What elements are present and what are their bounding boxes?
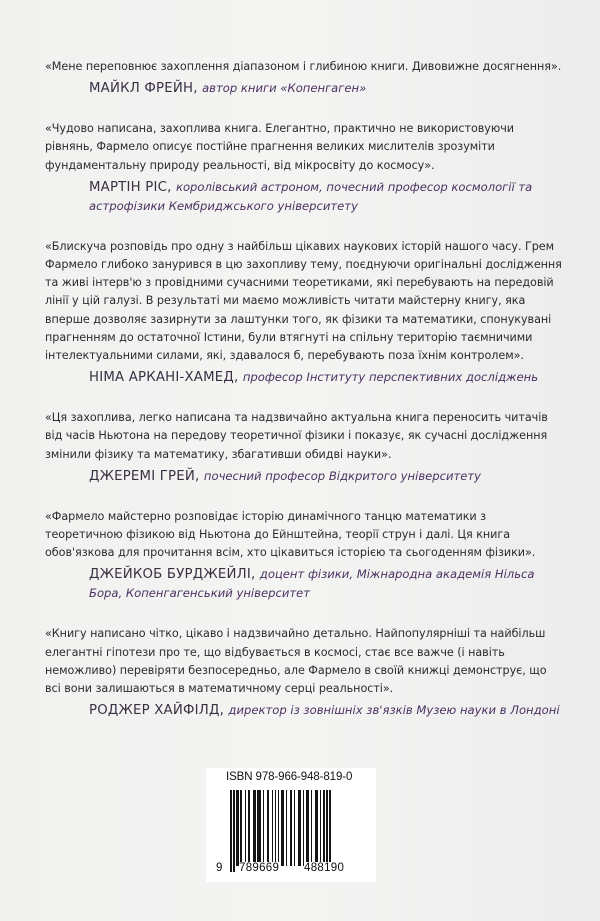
isbn-barcode: [206, 768, 376, 882]
review-highfield: [45, 625, 565, 720]
review-gray: [45, 409, 565, 486]
barcode-bars: [230, 790, 364, 872]
reviewer-name: ДЖЕРЕМІ ГРЕЙ: [89, 468, 196, 484]
reviewer-description: почесний професор Відкритого університету: [203, 468, 482, 483]
barcode-digit-first: 9: [216, 862, 223, 874]
barcode-guard-bar: [329, 790, 331, 872]
review-attribution: [89, 467, 565, 486]
review-attribution: [89, 565, 565, 603]
review-rees: [45, 120, 565, 216]
review-quote: «Фармело майстерно розповідає історію динамічного танцю математики з теоретичною фізикою від Ньютона до Ейнштейна, теорії струн і далі. Ця книга обов'язкова для прочитання всім, хто цікавиться історією та сьогоденням фізики».: [45, 509, 536, 560]
reviewer-description: професор Інституту перспективних досліджень: [242, 370, 539, 385]
review-quote: «Блискуча розповідь про одну з найбільш цікавих наукових історій нашого часу. Грем Фармело глибоко занурився в цю захопливу тему, поєднуючи оригінальні дослідження та живі інтерв'ю з провідними сучасними теоретиками, які перебувають на передовій лінії у цій галузі. В результаті ми маємо можливість читати майстерну книгу, яка вперше дозволяє зазирнути за лаштунки того, як фізики та математики, спонукувані прагненням до остаточної Істини, були втягнуті на спільну територію таємничими інтелектуальними силами, які, здавалося б, перебувають поза їхнім контролем».: [45, 239, 562, 363]
review-bourjaily: [45, 508, 565, 604]
barcode-digits-right: 488190: [304, 862, 345, 874]
separator: ,: [233, 370, 243, 386]
reviewer-description: автор книги «Копенгаген»: [202, 81, 367, 96]
review-quote: «Книгу написано чітко, цікаво і надзвичайно детально. Найпопулярніші та найбільш елегантні гіпотези про те, що відбувається в космосі, стає все важче (і навіть неможливо) перевіряти безпосередньо, але Фармело в своїй книжці демонструє, що всі вони залишаються в математичному серці реальності».: [45, 627, 547, 696]
reviewer-name: РОДЖЕР ХАЙФІЛД: [89, 703, 220, 719]
separator: ,: [193, 81, 203, 97]
separator: ,: [195, 468, 204, 484]
review-quote: «Ця захоплива, легко написана та надзвичайно актуальна книга переносить читачів від часів Ньютона на передову теоретичної фізики і показує, як сучасні дослідження змінили фізику та математику, збагативши обидві науки».: [45, 411, 548, 461]
reviewer-name: МАЙКЛ ФРЕЙН: [89, 81, 194, 97]
review-attribution: [89, 368, 565, 387]
reviewer-name: НІМА АРКАНІ-ХАМЕД: [89, 370, 234, 386]
reviewer-description: доцент фізики, Міжнародна академія Нільса Бора, Копенгагенський університет: [89, 567, 535, 601]
barcode-digits-left: 789669: [239, 862, 280, 874]
review-frayn: [45, 58, 565, 98]
reviewer-name: ДЖЕЙКОБ БУРДЖЕЙЛІ: [89, 567, 251, 583]
reviewer-name: МАРТІН РІС: [89, 179, 168, 195]
reviewer-description: королівський астроном, почесний професор космології та астрофізики Кембриджського університету: [89, 179, 533, 213]
review-quote: «Мене переповнює захоплення діапазоном і глибиною книги. Дивовижне досягнення».: [45, 60, 562, 73]
review-quote: «Чудово написана, захоплива книга. Елегантно, практично не використовуючи рівнянь, Фармело описує постійне прагнення великих мислителів зрозуміти фундаментальну природу реальності, від мікросвіту до космосу».: [45, 122, 515, 172]
review-attribution: [89, 701, 565, 720]
separator: ,: [219, 703, 229, 719]
review-attribution: [89, 79, 565, 98]
reviewer-description: директор із зовнішніх зв'язків Музею науки в Лондоні: [228, 703, 560, 718]
review-arkani-hamed: [45, 238, 565, 387]
isbn-label: ISBN 978-966-948-819-0: [226, 771, 353, 783]
separator: ,: [167, 179, 176, 195]
review-attribution: [89, 178, 565, 216]
reviews-list: [45, 58, 565, 734]
separator: ,: [250, 567, 260, 583]
